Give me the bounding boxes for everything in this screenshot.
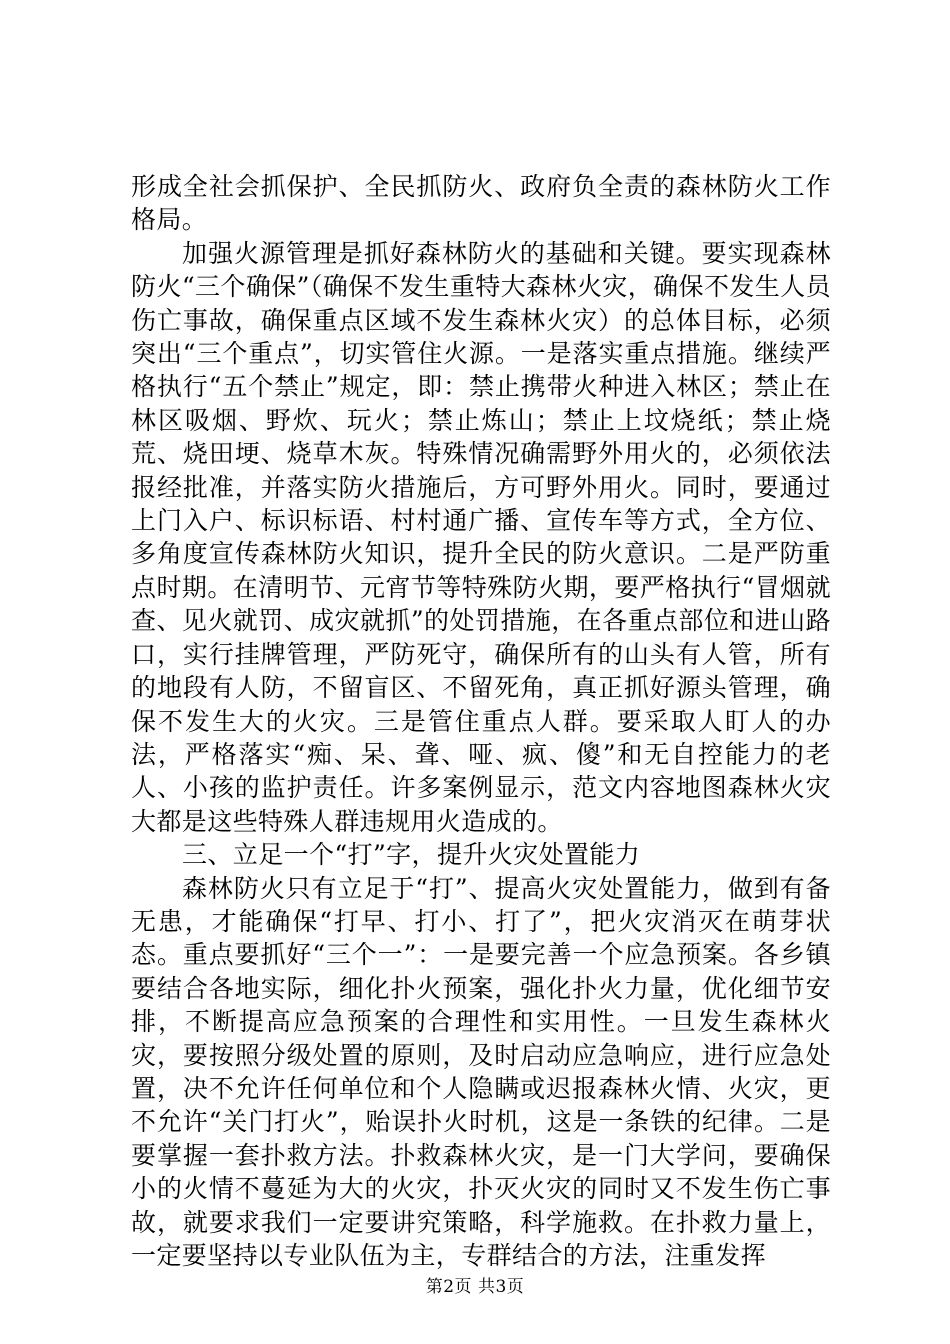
section-heading: 三、立足一个“打”字，提升火灾处置能力 — [182, 840, 641, 870]
paragraph-1: 形成全社会抓保护、全民抓防火、政府负全责的森林防火工作格局。 — [131, 172, 831, 235]
paragraph-3: 森林防火只有立足于“打”、提高火灾处置能力，做到有备无患，才能确保“打早、打小、打了”，把火灾消灭在萌芽状态。重点要抓好“三个一”：一是要完善一个应急预案。各乡镇要结合各地实际，细化扑火预案，强化扑火力量，优化细节安排，不断提高应急预案的合理性和实用性。一旦发生森林火灾，要按照分级处置的原则，及时启动应急响应，进行应急处置，决不允许任何单位和个人隐瞒或迟报森林火情、火灾，更不允许“关门打火”，贻误扑火时机，这是一条铁的纪律。二是要掌握一套扑救方法。扑救森林火灾，是一门大学问，要确保小的火情不蔓延为大的火灾，扑灭火灾的同时又不发生伤亡事故，就要求我们一定要讲究策略，科学施救。在扑救力量上，一定要坚持以专业队伍为主，专群结合的方法，注重发挥 — [131, 873, 831, 1270]
document-body — [131, 170, 831, 1272]
page-number-footer: 第2页 共3页 — [425, 1277, 525, 1297]
paragraph-2: 加强火源管理是抓好森林防火的基础和关键。要实现森林防火“三个确保”（确保不发生重特大森林火灾，确保不发生人员伤亡事故，确保重点区域不发生森林火灾）的总体目标，必须突出“三个重点”，切实管住火源。一是落实重点措施。继续严格执行“五个禁止”规定，即：禁止携带火种进入林区；禁止在林区吸烟、野炊、玩火；禁止炼山；禁止上坟烧纸；禁止烧荒、烧田埂、烧草木灰。特殊情况确需野外用火的，必须依法报经批准，并落实防火措施后，方可野外用火。同时，要通过上门入户、标识标语、村村通广播、宣传车等方式，全方位、多角度宣传森林防火知识，提升全民的防火意识。二是严防重点时期。在清明节、元宵节等特殊防火期，要严格执行“冒烟就查、见火就罚、成灾就抓”的处罚措施，在各重点部位和进山路口，实行挂牌管理，严防死守，确保所有的山头有人管，所有的地段有人防，不留盲区、不留死角，真正抓好源头管理，确保不发生大的火灾。三是管住重点人群。要采取人盯人的办法，严格落实“痴、呆、聋、哑、疯、傻”和无自控能力的老人、小孩的监护责任。许多案例显示，范文内容地图森林火灾大都是这些特殊人群违规用火造成的。 — [131, 238, 831, 836]
